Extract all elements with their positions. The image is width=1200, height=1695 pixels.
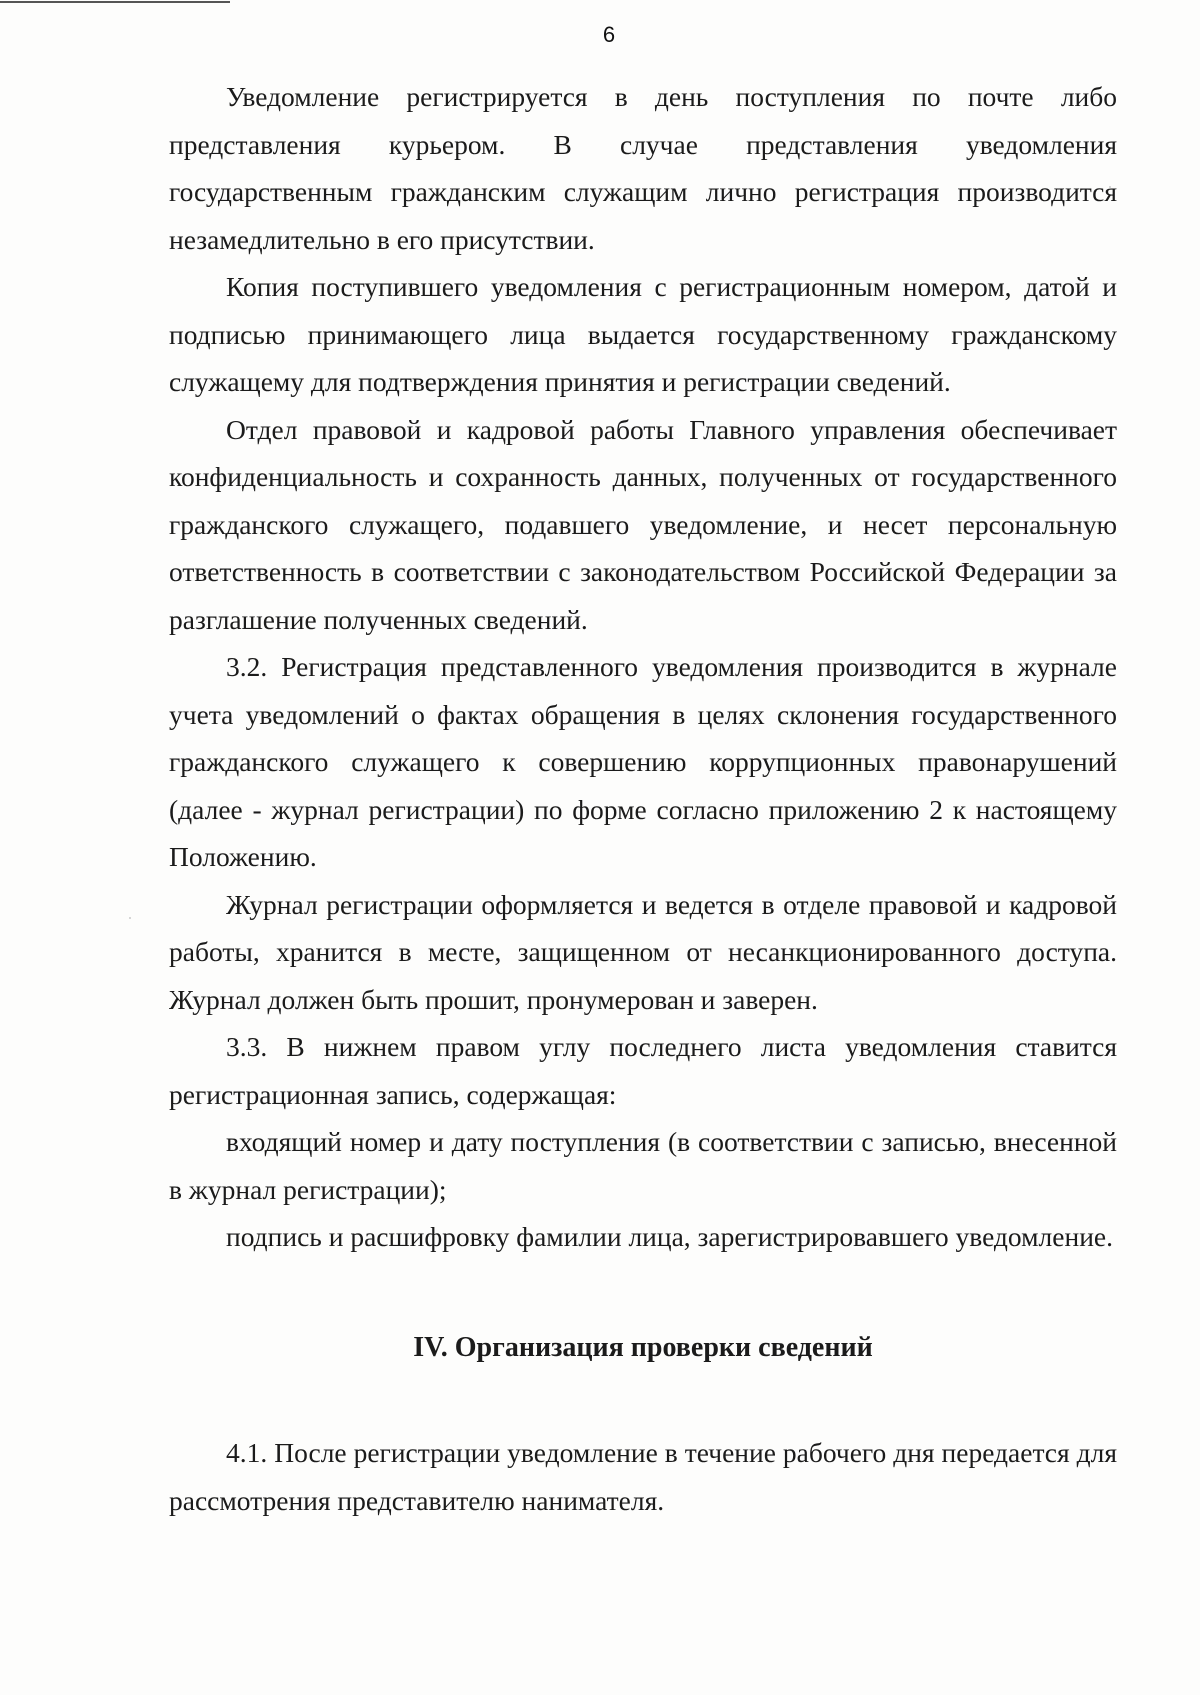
paragraph: входящий номер и дату поступления (в соответствии с записью, внесенной в журнал регистрации); [169, 1126, 1117, 1205]
section-heading: IV. Организация проверки сведений [413, 1331, 873, 1363]
paragraph: 4.1. После регистрации уведомление в течение рабочего дня передается для рассмотрения представителю нанимателя. [169, 1437, 1117, 1516]
paragraph: Журнал регистрации оформляется и ведется в отделе правовой и кадровой работы, хранится в месте, защищенном от несанкционированного доступа. Журнал должен быть прошит, пронумерован и заверен. [169, 888, 1117, 1015]
paragraph: Копия поступившего уведомления с регистрационным номером, датой и подписью принимающего лица выдается государственному гражданскому служащему для подтверждения принятия и регистрации сведений. [169, 271, 1117, 397]
scan-speck [129, 917, 131, 919]
paragraph: подпись и расшифровку фамилии лица, зарегистрировавшего уведомление. [226, 1221, 1113, 1252]
paragraph: Отдел правовой и кадровой работы Главного управления обеспечивает конфиденциальность и сохранность данных, полученных от государственного гражданского служащего, подавшего уведомление, и несет персональную ответственность в соответствии с законодательством Российской Федерации за разглашение полученных сведений. [169, 413, 1117, 635]
scan-edge-line [0, 1, 230, 3]
page-number: 6 [602, 22, 616, 47]
paragraph: 3.2. Регистрация представленного уведомления производится в журнале учета уведомлений о фактах обращения в целях склонения государственного гражданского служащего к совершению коррупционных правонарушений (далее - журнал регистрации) по форме согласно приложению 2 к настоящему Положению. [169, 651, 1117, 872]
paragraph: Уведомление регистрируется в день поступления по почте либо представления курьером. В случае представления уведомления государственным гражданским служащим лично регистрация производится незамедлительно в его присутствии. [169, 81, 1117, 255]
document-body [169, 73, 1117, 1524]
paragraph: 3.3. В нижнем правом углу последнего листа уведомления ставится регистрационная запись, содержащая: [169, 1031, 1117, 1110]
